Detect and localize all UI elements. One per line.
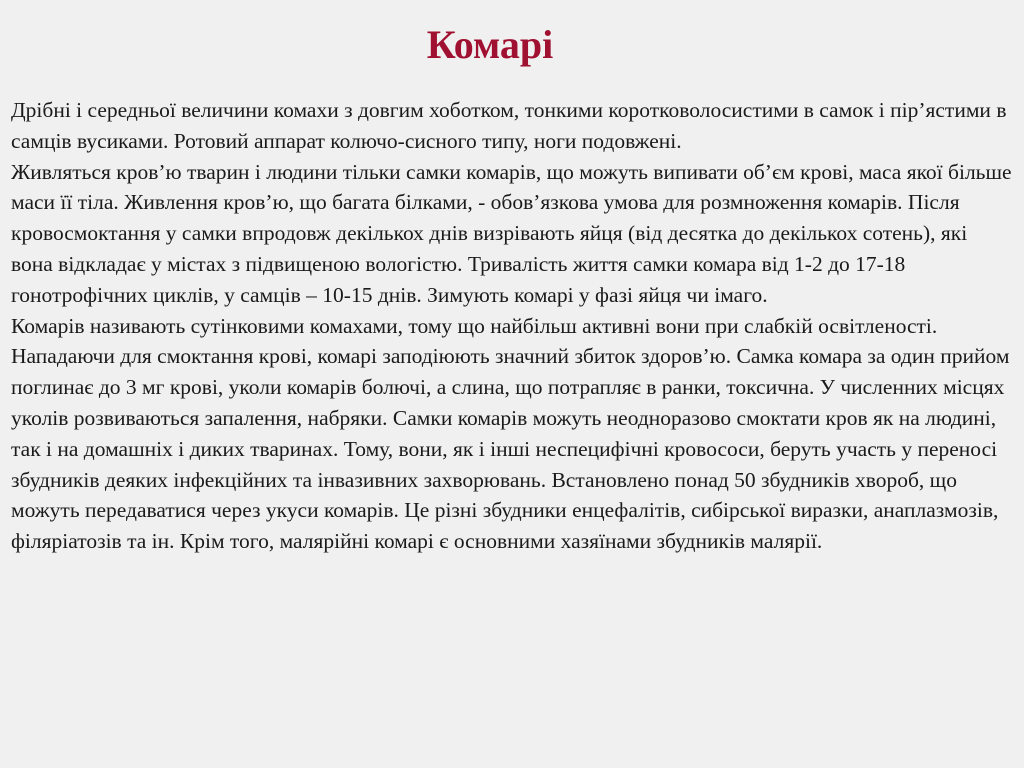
- slide-body: [11, 95, 1014, 557]
- slide-title: Комарі: [426, 22, 554, 67]
- paragraph-description: Дрібні і середньої величини комахи з довгим хоботком, тонкими коротковолосистими в самок і пір’ястими в самців вусиками. Ротовий аппарат колючо-сисного типу, ноги подовжені.: [11, 98, 1007, 153]
- paragraph-feeding: Живляться кров’ю тварин і людини тільки самки комарів, що можуть випивати об’єм крові, маса якої більше маси її тіла. Живлення кров’ю, що багата білками, - обов’язкова умова для розмноження комарів. Після кровосмоктання у самки впродовж декількох днів визрівають яйця (від десятка до декількох сотень), які вона відкладає у містах з підвищеною вологістю. Тривалість життя самки комара від 1-2 до 17-18 гонотрофічних циклів, у самців – 10-15 днів. Зимують комарі у фазі яйця чи імаго.: [11, 159, 1012, 307]
- paragraph-behavior: Комарів називають сутінковими комахами, тому що найбільш активні вони при слабкій освітленості. Нападаючи для смоктання крові, комарі заподіюють значний збиток здоров’ю. Самка комара за один прийом поглинає до 3 мг крові, уколи комарів болючі, а слина, що потрапляє в ранки, токсична. У численних місцях уколів розвиваються запалення, набряки. Самки комарів можуть неодноразово смоктати кров як на людині, так і на домашніх і диких тваринах. Тому, вони, як і інші неспецифічні кровососи, беруть участь у переносі збудників деяких інфекційних та інвазивних захворювань. Встановлено понад 50 збудників хвороб, що можуть передаватися через укуси комарів. Це різні збудники енцефалітів, сибірської виразки, анаплазмозів, філяріатозів та ін. Крім того, малярійні комарі є основними хазяїнами збудників малярії.: [11, 313, 1010, 554]
